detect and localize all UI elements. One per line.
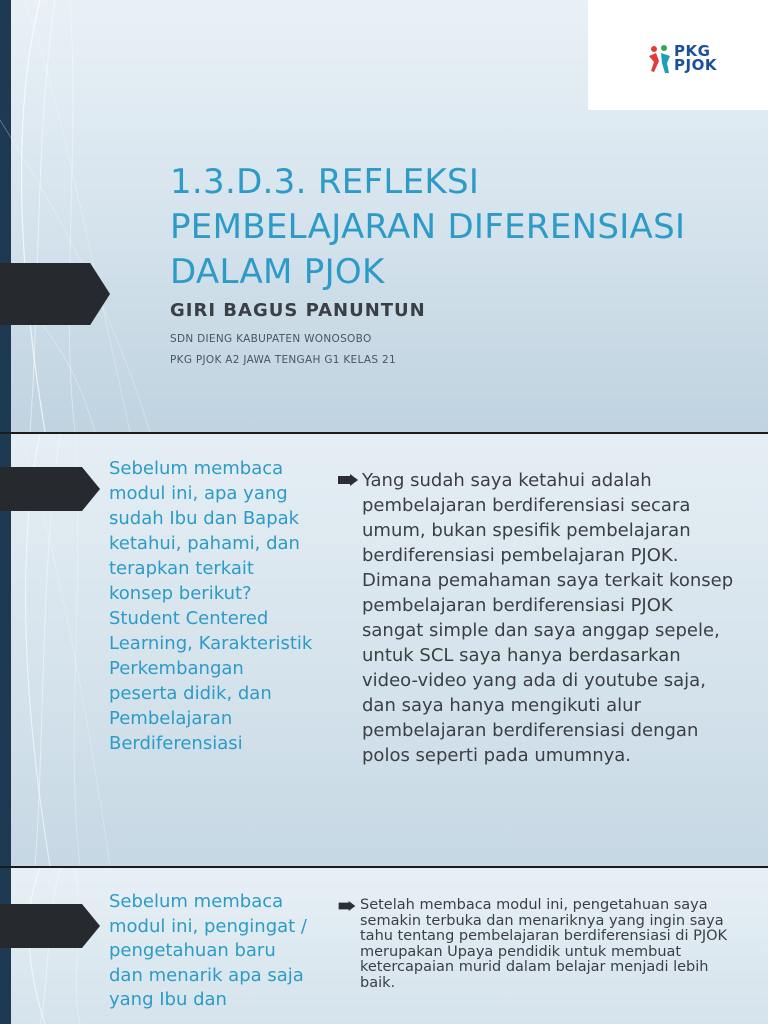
logo-text-pkg: PKG [674, 42, 711, 60]
logo-text-pjok: PJOK [674, 56, 717, 74]
reflection-question: Sebelum membaca modul ini, apa yang sudah Ibu dan Bapak ketahui, pahami, dan terapkan terkait konsep berikut? Student Centered Learning, Karakteristik Perkembangan peserta didik, dan Pembelajaran Berdiferensiasi [109, 458, 313, 754]
title-slide [0, 0, 768, 432]
reflection-slide-2 [0, 868, 768, 1024]
arrow-bullet-icon [338, 901, 356, 911]
reflection-answer [338, 468, 738, 768]
reflection-question: Sebelum membaca modul ini, pengingat / pengetahuan baru dan menarik apa saja yang Ibu dan [109, 891, 307, 1010]
school-name: SDN DIENG KABUPATEN WONOSOBO [170, 333, 372, 345]
pkg-pjok-logo-icon [648, 44, 672, 74]
section-arrow-tab [0, 904, 100, 948]
reflection-answer [338, 898, 743, 992]
arrow-bullet-icon [338, 474, 358, 486]
logo-panel [588, 0, 768, 110]
reflection-slide-1 [0, 434, 768, 866]
slide-title: 1.3.D.3. REFLEKSI PEMBELAJARAN DIFERENSIASI DALAM PJOK [170, 162, 686, 292]
program-name: PKG PJOK A2 JAWA TENGAH G1 KELAS 21 [170, 354, 396, 366]
author-name: GIRI BAGUS PANUNTUN [170, 300, 426, 321]
left-accent-bar [0, 0, 11, 432]
answer-text: Yang sudah saya ketahui adalah pembelajaran berdiferensiasi secara umum, bukan spesifik pembelajaran berdiferensiasi pembelajaran PJOK. Dimana pemahaman saya terkait konsep pembelajaran berdiferensiasi PJOK sangat simple dan saya anggap sepele, untuk SCL saya hanya berdasarkan video-video yang ada di youtube saja, dan saya hanya mengikuti alur pembelajaran berdiferensiasi dengan polos seperti pada umumnya. [362, 470, 734, 766]
section-arrow-tab [0, 467, 100, 511]
title-arrow-tab [0, 263, 110, 325]
answer-text: Setelah membaca modul ini, pengetahuan saya semakin terbuka dan menariknya yang ingin saya tahu tentang pembelajaran berdiferensiasi di PJOK merupakan Upaya pendidik untuk membuat ketercapaian murid dalam belajar menjadi lebih baik. [360, 897, 728, 991]
